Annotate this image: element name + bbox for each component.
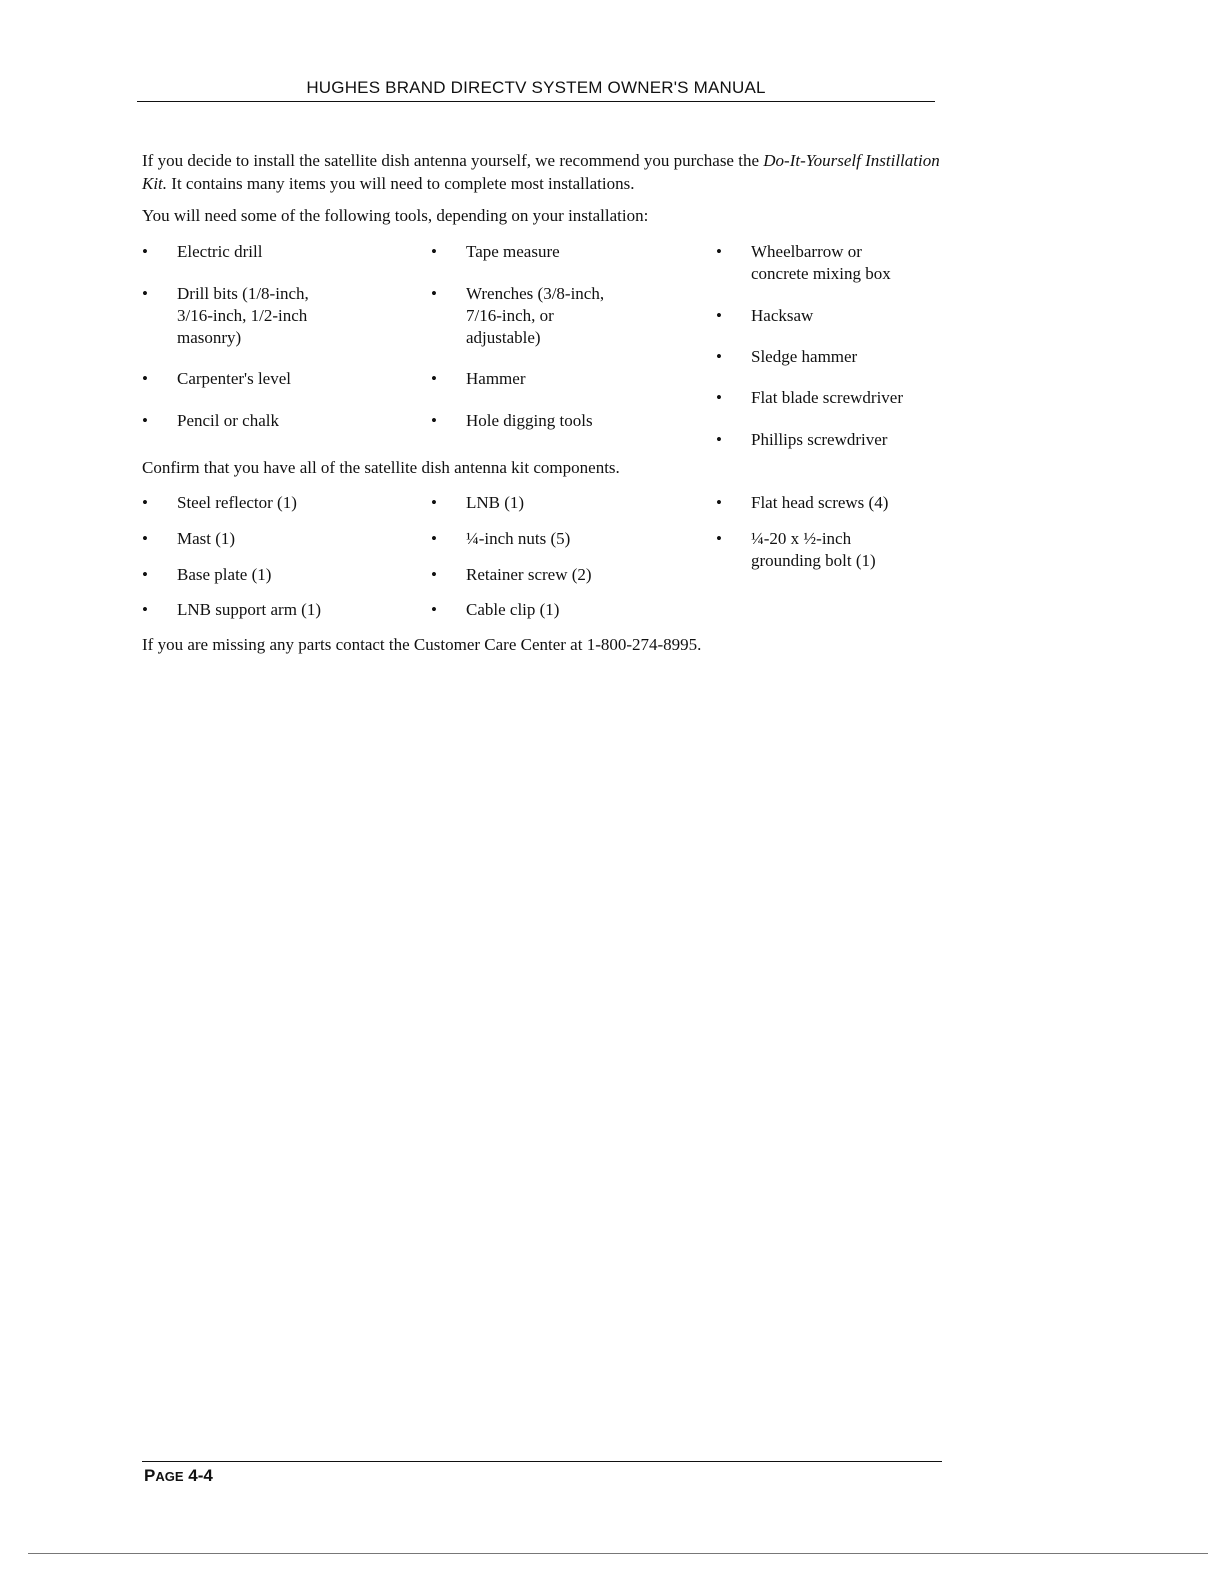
list-item: • Steel reflector (1) bbox=[142, 493, 297, 512]
missing-parts-note: If you are missing any parts contact the Customer Care Center at 1-800-274-8995. bbox=[142, 635, 702, 654]
bullet: • bbox=[142, 284, 148, 303]
kit-name: Do-It-Yourself Instillation Kit. bbox=[142, 151, 940, 193]
list-item: • Flat blade screwdriver bbox=[716, 388, 903, 407]
bullet: • bbox=[716, 306, 722, 325]
header-rule bbox=[137, 101, 935, 102]
bullet: • bbox=[431, 493, 437, 512]
scan-edge-rule bbox=[28, 1553, 1208, 1554]
list-item: • ¼-20 x ½-inch grounding bolt (1) bbox=[716, 529, 876, 570]
bullet: • bbox=[716, 493, 722, 512]
list-item: • Pencil or chalk bbox=[142, 411, 279, 430]
list-item: • Flat head screws (4) bbox=[716, 493, 889, 512]
footer-rule bbox=[142, 1461, 942, 1462]
bullet: • bbox=[431, 600, 437, 619]
bullet: • bbox=[716, 347, 722, 366]
bullet: • bbox=[431, 529, 437, 548]
intro-text-part1: If you decide to install the satellite dish antenna yourself, we recommend you purchase the bbox=[142, 151, 764, 170]
list-item: • ¼-inch nuts (5) bbox=[431, 529, 571, 548]
page-number-label: PAGE 4-4 bbox=[144, 1466, 213, 1485]
list-item: • Mast (1) bbox=[142, 529, 236, 548]
bullet: • bbox=[431, 411, 437, 430]
bullet: • bbox=[142, 411, 148, 430]
list-item: • Base plate (1) bbox=[142, 565, 272, 584]
bullet: • bbox=[716, 388, 722, 407]
list-item: • Retainer screw (2) bbox=[431, 565, 592, 584]
bullet: • bbox=[142, 493, 148, 512]
intro-paragraph bbox=[142, 149, 942, 195]
list-item: • Hammer bbox=[431, 369, 526, 388]
bullet: • bbox=[142, 565, 148, 584]
list-item: • LNB (1) bbox=[431, 493, 525, 512]
bullet: • bbox=[431, 369, 437, 388]
bullet: • bbox=[431, 242, 437, 261]
list-item: • Drill bits (1/8-inch, 3/16-inch, 1/2-inch masonry) bbox=[142, 284, 309, 347]
list-item: • Tape measure bbox=[431, 242, 560, 261]
list-item: • Phillips screwdriver bbox=[716, 430, 888, 449]
bullet: • bbox=[142, 369, 148, 388]
tools-heading: You will need some of the following tools, depending on your installation: bbox=[142, 206, 649, 225]
bullet: • bbox=[142, 529, 148, 548]
bullet: • bbox=[142, 242, 148, 261]
bullet: • bbox=[716, 529, 722, 548]
page-number: 4-4 bbox=[188, 1466, 213, 1485]
page-header-title: HUGHES BRAND DIRECTV SYSTEM OWNER'S MANUAL bbox=[306, 78, 766, 97]
list-item: • Cable clip (1) bbox=[431, 600, 560, 619]
bullet: • bbox=[716, 430, 722, 449]
list-item: • Electric drill bbox=[142, 242, 263, 261]
intro-text-part2: It contains many items you will need to complete most installations. bbox=[167, 174, 635, 193]
list-item: • Hole digging tools bbox=[431, 411, 593, 430]
bullet: • bbox=[431, 565, 437, 584]
bullet: • bbox=[431, 284, 437, 303]
list-item: • Carpenter's level bbox=[142, 369, 291, 388]
bullet: • bbox=[716, 242, 722, 261]
list-item: • Wheelbarrow or concrete mixing box bbox=[716, 242, 891, 283]
bullet: • bbox=[142, 600, 148, 619]
list-item: • Wrenches (3/8-inch, 7/16-inch, or adjustable) bbox=[431, 284, 605, 347]
list-item: • LNB support arm (1) bbox=[142, 600, 322, 619]
list-item: • Hacksaw bbox=[716, 306, 814, 325]
list-item: • Sledge hammer bbox=[716, 347, 858, 366]
components-heading: Confirm that you have all of the satellite dish antenna kit components. bbox=[142, 458, 620, 477]
